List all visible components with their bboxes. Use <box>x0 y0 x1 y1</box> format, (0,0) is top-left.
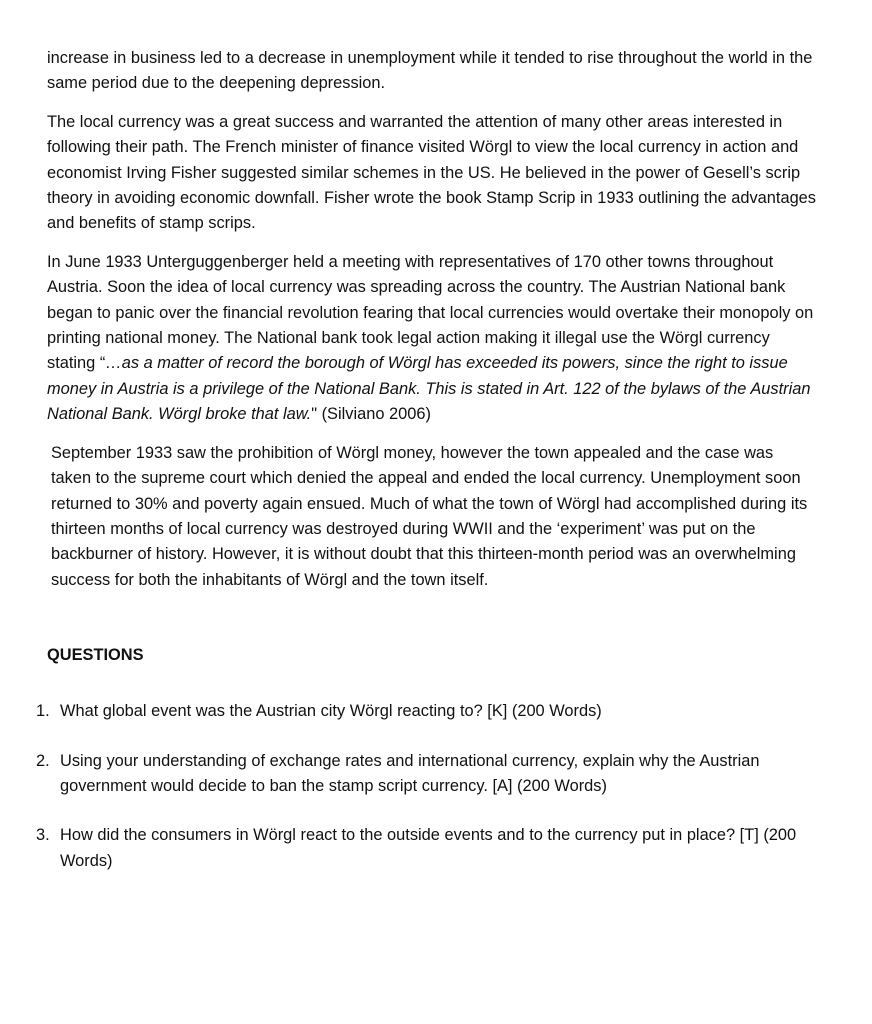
questions-heading: QUESTIONS <box>47 646 144 665</box>
question-text: How did the consumers in Wörgl react to the outside events and to the currency put in place? [T] (200 Words) <box>60 826 797 870</box>
question-item <box>36 823 817 874</box>
quote-citation: " (Silviano 2006) <box>311 405 431 424</box>
question-number: 1. <box>36 702 50 721</box>
question-text: What global event was the Austrian city Wörgl reacting to? [K] (200 Words) <box>60 702 602 721</box>
question-number: 3. <box>36 826 50 845</box>
document-page <box>36 46 817 898</box>
bank-quote: …as a matter of record the borough of Wörgl has exceeded its powers, since the right to issue money in Austria is a privilege of the National Bank. This is stated in Art. 122 of the bylaws of the Austrian National Bank. Wörgl broke that law. <box>47 354 811 424</box>
paragraph-lead-text: In June 1933 Unterguggenberger held a meeting with representatives of 170 other towns throughout Austria. Soon the idea of local currency was spreading across the country. The Austrian National bank began to panic over the financial revolution fearing that local currencies would overtake their monopoly on printing national money. The National bank took legal action making it illegal use the Wörgl currency stating “ <box>47 252 814 373</box>
paragraph-national-bank-action <box>47 250 817 428</box>
paragraph-local-currency-success: The local currency was a great success and warranted the attention of many other areas interested in following their path. The French minister of finance visited Wörgl to view the local currency in action and economist Irving Fisher suggested similar schemes in the US. He believed in the power of Gesell’s scrip theory in avoiding economic downfall. Fisher wrote the book Stamp Scrip in 1933 outlining the advantages and benefits of stamp scrips. <box>47 112 816 233</box>
question-number: 2. <box>36 751 50 770</box>
question-item <box>36 749 817 800</box>
paragraph-business-increase: increase in business led to a decrease in unemployment while it tended to rise throughout the world in the same period due to the deepening depression. <box>47 49 813 93</box>
question-item <box>36 699 817 724</box>
paragraph-prohibition: September 1933 saw the prohibition of Wörgl money, however the town appealed and the case was taken to the supreme court which denied the appeal and ended the local currency. Unemployment soon returned to 30% and poverty again ensued. Much of what the town of Wörgl had accomplished during its thirteen months of local currency was destroyed during WWII and the ‘experiment’ was put on the backburner of history. However, it is without doubt that this thirteen-month period was an overwhelming success for both the inhabitants of Wörgl and the town itself. <box>51 443 808 589</box>
questions-list <box>36 699 817 874</box>
question-text: Using your understanding of exchange rates and international currency, explain why the Austrian government would decide to ban the stamp script currency. [A] (200 Words) <box>60 751 760 795</box>
